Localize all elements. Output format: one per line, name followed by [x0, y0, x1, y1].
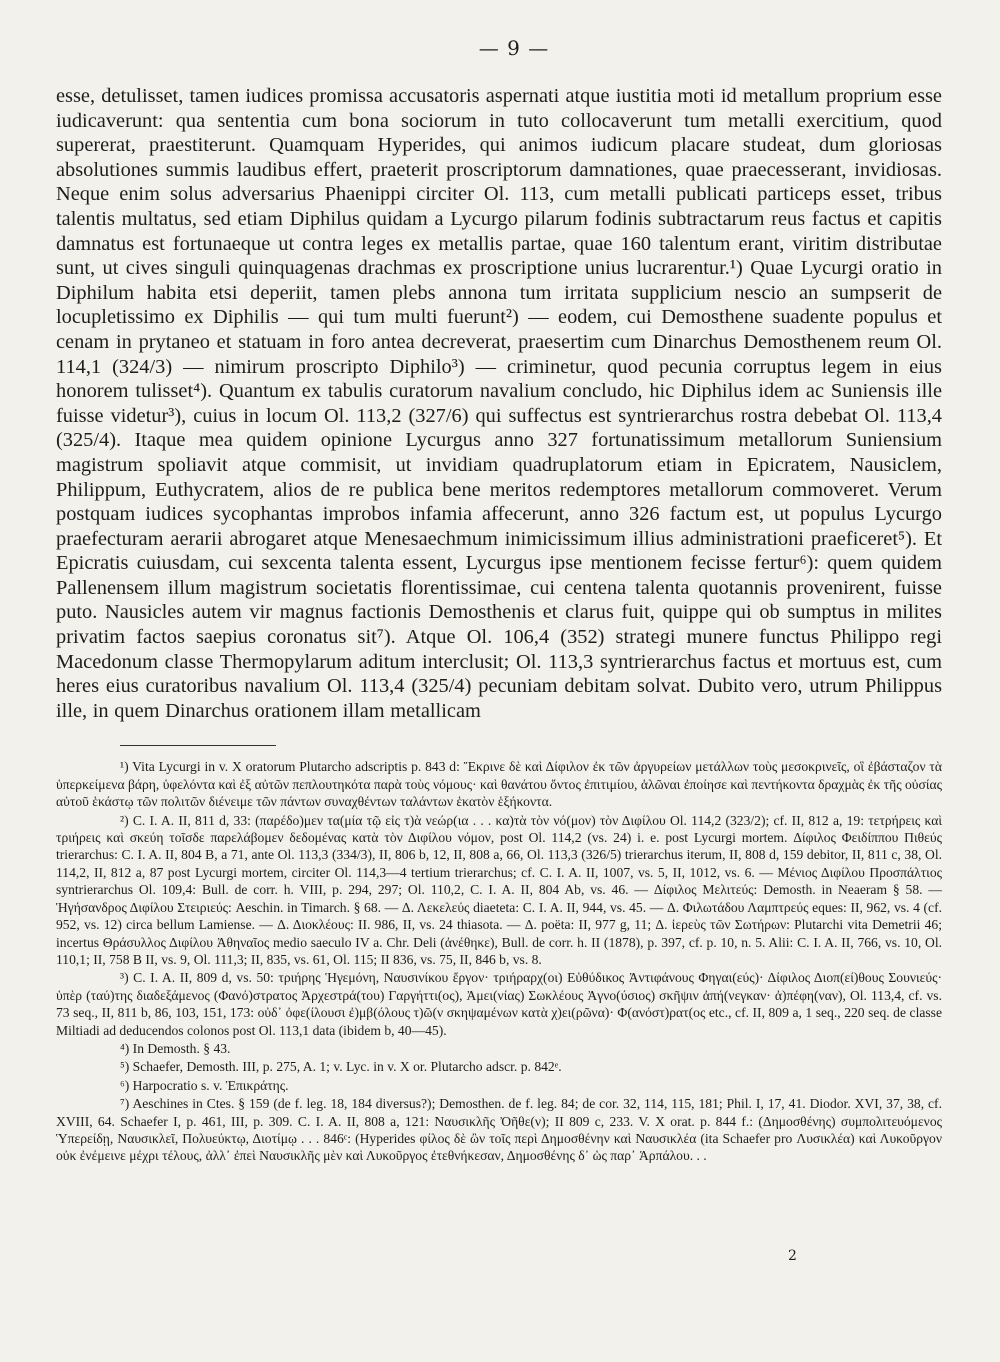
footnote-4: ⁴) In Demosth. § 43.: [120, 1040, 231, 1056]
footnote-6: ⁶) Harpocratio s. v. Ἐπικράτης.: [120, 1077, 289, 1093]
main-text: esse, detulisset, tamen iudices promissa accusatoris aspernati atque iustitia moti id metallum proprium esse iudicaverunt: qua sententia cum bona sociorum in tuto collocaverunt tum metalli exercitium, quod supererat, praestiterunt. Quamquam Hyperides, qui animos iudicum placare studeat, dum gloriosas absolutiones summis laudibus effert, praeterit proscriptorum damnationes, quae praecesserant, invidiosas. Neque enim solus adversarius Phaenippi circiter Ol. 113, cum metalli publicati particeps esset, tribus talentis multatus, sed etiam Diphilus quidam a Lycurgo pilarum fodinis subtractarum reus factus et capitis damnatus est fortunaeque ut contra leges ex metallis partae, quae 160 talentum erant, viritim distributae sunt, ut cives singuli quinquagenas drachmas ex proscriptione unius lucrarentur.¹) Quae Lycurgi oratio in Diphilum habita etsi deperiit, tamen plebs annona tum irritata supplicium nescio an sumpserit de locupletissimo ex Diphilis — qui tum multi fuerunt²) — eodem, cui Demosthene suadente populus et cenam in prytaneo et statuam in foro antea decreverat, praesertim cum Dinarchus Demosthenem reum Ol. 114,1 (324/3) — nimirum proscripto Diphilo³) — criminetur, quod pecunia corruptus legem in eius honorem tulisset⁴). Quantum ex tabulis curatorum navalium concludo, hic Diphilus idem ac Suniensis ille fuisse videtur³), cuius in locum Ol. 113,2 (327/6) qui suffectus est syntrierarchus rostra debebat Ol. 113,4 (325/4). Itaque mea quidem opinione Lycurgus anno 327 fortunatissimum metallorum Suniensium magistrum spoliavit atque commisit, ut invidiam quadruplatorum etiam in Epicratem, Nausiclem, Philippum, Euthycratem, alios de re publica bene meritos redemptores metallorum commoveret. Verum postquam iudices sycophantas improbos infamia affecerunt, anno 326 factum est, ut populus Lycurgo praefecturam aerarii abrogaret atque Menesaechmum inimicissimum illius administrationi praeficeret⁵). Et Epicratis cuiusdam, cui sexcenta talenta essent, Lycurgus ipse mentionem fecisse fertur⁶): quem quidem Pallenensem illum magistrum societatis florentissimae, cui centena talenta quotannis provenirent, fuisse puto. Nausicles autem vir magnus factionis Demosthenis et clarus fuit, quippe qui ob sumptus in milites privatim factos saepius coronatus sit⁷). Atque Ol. 106,4 (352) strategi munere functus Philippo regi Macedonum classe Thermopylarum aditum interclusit; Ol. 113,3 syntrierarchus factus et mortuus est, cum heres eius curatoribus navalium Ol. 113,4 (325/4) pecuniam debitam solvat. Dubito vero, utrum Philippus ille, in quem Dinarchus orationem illam metallicam: [56, 85, 942, 722]
footnote-1: ¹) Vita Lycurgi in v. X oratorum Plutarcho adscriptis p. 843 d: Ἔκρινε δὲ καὶ Δίφιλον ἐκ τῶν ἀργυρείων μετάλλων τοὺς μεσοκρινεῖς, οἳ ἐβάσταζον τὰ ὑπερκείμενα βάρη, ὑφελόντα καὶ ἐξ αὐτῶν πεπλουτηκότα παρὰ τοὺς νόμους· καὶ θανάτου ὄντος ἐπιτιμίου, ἁλῶναι ἐποίησε καὶ πεντήκοντα δραχμὰς ἐκ τῆς οὐσίας αὐτοῦ ἑκάστῳ τῶν πολιτῶν διένειμε τῶν πάντων συναχθέντων ταλάντων ἑκατὸν ἑξήκοντα.: [56, 759, 942, 810]
footnote-5: ⁵) Schaefer, Demosth. III, p. 275, A. 1; v. Lyc. in v. X or. Plutarcho adscr. p. 842ᵉ.: [120, 1059, 562, 1075]
footnotes: [56, 758, 942, 1164]
footnote-7: ⁷) Aeschines in Ctes. § 159 (de f. leg. 18, 184 diversus?); Demosthen. de f. leg. 84; de cor. 32, 114, 115, 181; Phil. I, 17, 41. Diodor. XVI, 37, 38, cf. XVIII, 64. Schaefer I, p. 461, III, p. 309. C. I. A. II, 808 a, 121: Ναυσικλῆς Ὀῆθε(ν); II 809 c, 233. V. X orat. p. 844 f.: (Δημοσθένης) συμπολιτευόμενος Ὑπερείδῃ, Ναυσικλεῖ, Πολυεύκτῳ, Διοτίμῳ . . . 846ᶜ: (Hyperides φίλος δὲ ὢν τοῖς περὶ Δημοσθένην καὶ Ναυσικλέα (ita Schaefer pro Λυσικλέα) καὶ Λυκοῦργον οὐκ ἐνέμεινε μέχρι τέλους, ἀλλ᾽ ἐπεὶ Ναυσικλῆς μὲν καὶ Λυκοῦργος ἐτεθνήκεσαν, Δημοσθένης δ᾽ ὡς παρ᾽ Ἁρπάλου. . .: [56, 1096, 942, 1164]
signature-mark: 2: [788, 1248, 797, 1264]
footnote-rule: [120, 745, 276, 746]
footnote-3: ³) C. I. A. II, 809 d, vs. 50: τριήρης Ἡγεμόνη, Ναυσινίκου ἔργον· τριήραρχ(οι) Εὐθύδικος Ἀντιφάνους Φηγαι(εύς)· Δίφιλος Διοπ(εί)θους Σουνιεύς· ὑπὲρ (ταύ)της διαδεξάμενος (Φανό)στρατος Ἀρχεστρά(του) Γαργήττι(ος), Ἀμει(νίας) Σωκλέους Ἀγνο(ύσιος) σκῆψιν ἀπή(νεγκαν· ἀ)πέφη(ναν), Ol. 113,4, cf. vs. 73 seq., II, 811 b, 86, 103, 151, 173: οὐδ᾽ ὀφε(ίλουσι ἐ)μβ(όλους τ)ῶ(ν σκηψαμένων κατὰ χ)ει(ρῶνα)· Φ(ανόστ)ρατ(ος etc., cf. II, 809 a, 1 seq., 220 seq. de classe Miltiadi ad deducendos colonos post Ol. 113,1 data (ibidem b, 40—45).: [56, 970, 942, 1038]
page-number: — 9 —: [478, 36, 550, 60]
footnote-2: ²) C. I. A. II, 811 d, 33: (παρέδο)μεν τα(μία τῷ εἰς τ)ὰ νεώρ(ια . . . κα)τὰ τὸν νό(μον) τὸν Διφίλου Ol. 114,2 (323/2); cf. II, 812 a, 19: τετρήρεις καὶ τριήρεις καὶ σκεύη τοῖσδε παρελάβομεν δεδομένας κατὰ τὸν Διφίλου νόμον, post Ol. 114,2 (vs. 24) i. e. post Lycurgi mortem. Δίφιλος Φειδίππου Πιθεύς trierarchus: C. I. A. II, 804 B, a 71, ante Ol. 113,3 (334/3), II, 806 b, 12, II, 808 a, 66, Ol. 113,3 (326/5) trierarchus iterum, II, 808 d, 159 debitor, II, 811 c, 38, Ol. 114,2, II, 812 a, 87 post Lycurgi mortem, circiter Ol. 114,3—4 tertium trierarchus; cf. C. I. A. II, 1007, vs. 5, II, 1012, vs. 6. — Μένιος Διφίλου Προσπάλτιος syntrierarchus Ol. 109,4: Bull. de corr. h. VIII, p. 294, 297; Ol. 110,2, C. I. A. II, 804 Ab, vs. 46. — Δίφιλος Μελιτεύς: Demosth. in Neaeram § 58. — Ἡγήσανδρος Διφίλου Στειριεύς: Aeschin. in Timarch. § 68. — Δ. Λεκελεύς diaeteta: C. I. A. II, 944, vs. 45. — Δ. Φιλωτάδου Λαμπτρεύς eques: II, 962, vs. 4 (cf. 952, vs. 12) circa bellum Lamiense. — Δ. Διοκλέους: II. 986, II, vs. 24 thiasota. — Δ. poëta: II, 977 g, 11; Δ. ἱερεὺς τῶν Σωτήρων: Plutarchi vita Demetrii 46; incertus Θράσυλλος Διφίλου Ἀθηναῖος medio saeculo IV a. Chr. Deli (ἀνέθηκε), Bull. de corr. h. II (1878), p. 397, cf. p. 10, n. 5. Alii: C. I. A. II, 766, vs. 10, Ol. 110,1; II, 758 B II, vs. 9, Ol. 111,3; II, 835, vs. 61, Ol. 115; II 836, vs. 75, II, 846 b, vs. 8.: [56, 812, 942, 967]
